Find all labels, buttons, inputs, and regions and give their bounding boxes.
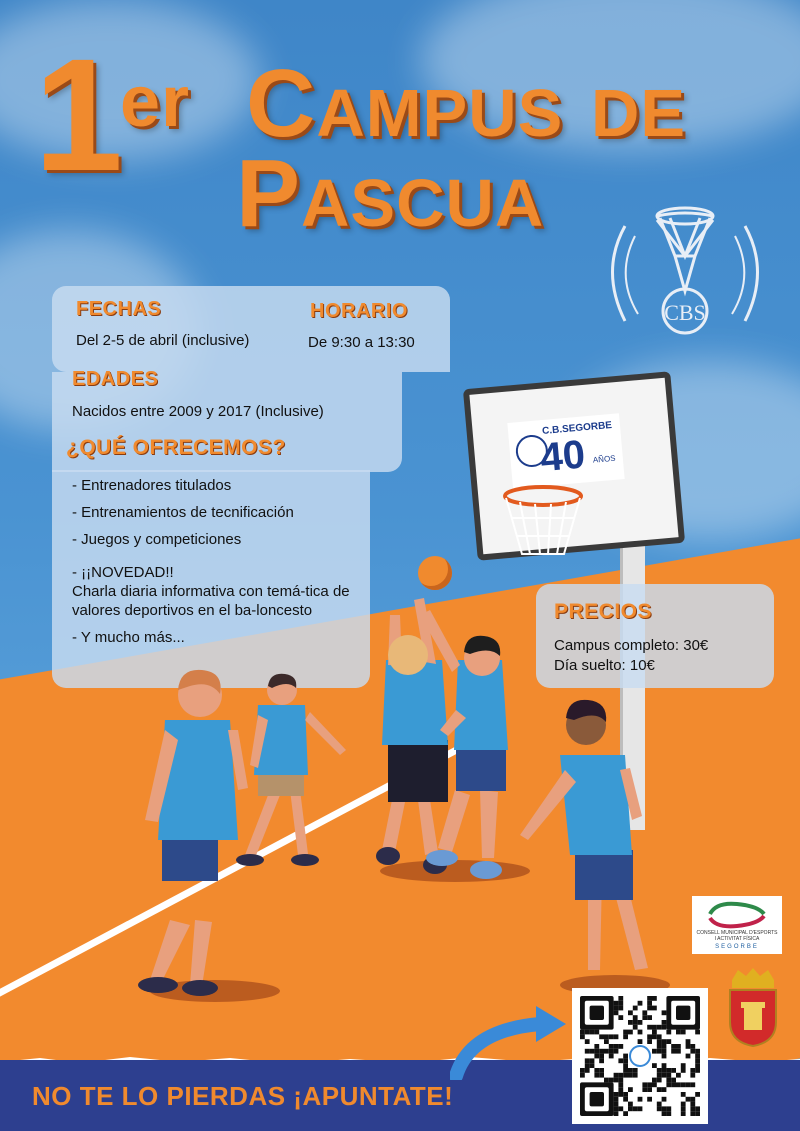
sponsor-name: SEGORBE: [715, 944, 759, 950]
horario-heading: HORARIO: [310, 300, 408, 322]
qr-module: [580, 1073, 585, 1078]
qr-module: [671, 1049, 676, 1054]
qr-module: [647, 1001, 652, 1006]
qr-module: [628, 1020, 633, 1025]
qr-module: [686, 1039, 691, 1044]
qr-module: [618, 996, 623, 1001]
qr-module: [652, 1006, 657, 1011]
qr-module: [585, 1049, 590, 1054]
qr-module: [662, 1073, 667, 1078]
qr-module: [585, 1063, 590, 1068]
qr-module: [657, 1102, 662, 1107]
qr-module: [642, 1010, 647, 1015]
qr-finder: [580, 1082, 614, 1116]
qr-module: [662, 1068, 667, 1073]
qr-module: [695, 1068, 700, 1073]
qr-module: [614, 1102, 619, 1107]
qr-module: [657, 1106, 662, 1111]
qr-module: [614, 1092, 619, 1097]
qr-module: [662, 1049, 667, 1054]
qr-module: [676, 1044, 681, 1049]
qr-module: [657, 1044, 662, 1049]
qr-module: [690, 1044, 695, 1049]
qr-module: [599, 1058, 604, 1063]
qr-module: [599, 1049, 604, 1054]
player-right: [520, 700, 648, 970]
qr-module: [662, 1087, 667, 1092]
club-logo: [600, 196, 770, 346]
qr-finder: [666, 996, 700, 1030]
qr-module: [662, 1106, 667, 1111]
qr-module: [657, 1087, 662, 1092]
qr-module: [662, 1044, 667, 1049]
qr-module: [690, 1049, 695, 1054]
qr-module: [614, 1010, 619, 1015]
qr-finder: [580, 996, 614, 1030]
qr-module: [628, 1102, 633, 1107]
qr-module: [628, 1106, 633, 1111]
call-to-action: NO TE LO PIERDAS ¡APUNTATE!: [32, 1081, 454, 1111]
qr-module: [686, 1044, 691, 1049]
qr-module: [647, 1025, 652, 1030]
qr-module: [628, 1073, 633, 1078]
qr-module: [657, 1068, 662, 1073]
qr-module: [695, 1106, 700, 1111]
qr-module: [666, 1030, 671, 1035]
qr-module: [580, 1068, 585, 1073]
qr-module: [623, 1092, 628, 1097]
qr-module: [633, 1068, 638, 1073]
qr-module: [671, 1044, 676, 1049]
qr-module: [657, 1049, 662, 1054]
qr-module: [623, 1030, 628, 1035]
qr-module: [666, 1068, 671, 1073]
novedad-title: - ¡¡NOVEDAD!!: [72, 564, 174, 581]
qr-module: [580, 1030, 585, 1035]
qr-module: [690, 1102, 695, 1107]
qr-module: [652, 1078, 657, 1083]
qr-module: [590, 1063, 595, 1068]
sponsor-icon: [706, 900, 768, 930]
qr-module: [681, 1111, 686, 1116]
qr-module: [599, 1073, 604, 1078]
list-item: - Juegos y competiciones: [72, 531, 242, 548]
qr-module: [614, 1049, 619, 1054]
qr-module: [638, 1030, 643, 1035]
fechas-text: Del 2-5 de abril (inclusive): [76, 332, 250, 349]
qr-module: [647, 1082, 652, 1087]
sponsor-logo: [692, 896, 782, 954]
edades-text: Nacidos entre 2009 y 2017 (Inclusive): [72, 403, 324, 420]
horario-text: De 9:30 a 13:30: [308, 334, 415, 351]
qr-module: [633, 1015, 638, 1020]
qr-module: [681, 1068, 686, 1073]
qr-module: [623, 1111, 628, 1116]
qr-module: [690, 1111, 695, 1116]
qr-module: [618, 1073, 623, 1078]
qr-module: [638, 1097, 643, 1102]
ofrecemos-list: [72, 476, 294, 557]
qr-module: [657, 1025, 662, 1030]
qr-module: [671, 1082, 676, 1087]
backboard-logo: [507, 413, 624, 489]
qr-module: [681, 1030, 686, 1035]
precios-heading: PRECIOS: [554, 600, 653, 623]
qr-module: [690, 1068, 695, 1073]
qr-module: [623, 1058, 628, 1063]
qr-module: [681, 1082, 686, 1087]
qr-module: [657, 1039, 662, 1044]
qr-module: [676, 1049, 681, 1054]
qr-module: [657, 1034, 662, 1039]
qr-module: [652, 1082, 657, 1087]
qr-module: [590, 1058, 595, 1063]
qr-module: [618, 1082, 623, 1087]
town-crest-icon: [724, 966, 782, 1048]
title-line-2: Pascua: [236, 140, 545, 247]
qr-module: [676, 1030, 681, 1035]
title-superscript: er: [120, 62, 191, 142]
player-small: [236, 674, 346, 866]
qr-module: [666, 1078, 671, 1083]
qr-module: [690, 1073, 695, 1078]
qr-module: [676, 1073, 681, 1078]
qr-module: [686, 1082, 691, 1087]
qr-module: [676, 1082, 681, 1087]
qr-module: [618, 1044, 623, 1049]
qr-module: [604, 1049, 609, 1054]
qr-module: [666, 1082, 671, 1087]
qr-module: [585, 1039, 590, 1044]
qr-module: [671, 1068, 676, 1073]
qr-module: [599, 1034, 604, 1039]
qr-module: [638, 1001, 643, 1006]
qr-module: [594, 1054, 599, 1059]
qr-module: [609, 1049, 614, 1054]
qr-code-pattern: [572, 988, 708, 1124]
qr-module: [638, 1106, 643, 1111]
ofrecemos-heading: ¿QUÉ OFRECEMOS?: [66, 436, 286, 459]
qr-module: [695, 1049, 700, 1054]
player-left: [138, 670, 248, 996]
qr-module: [681, 1092, 686, 1097]
players-illustration: [120, 590, 680, 1010]
backboard-club: C.B.SEGORBE: [541, 419, 613, 437]
qr-center-logo: [630, 1046, 650, 1066]
qr-module: [614, 1073, 619, 1078]
qr-module: [585, 1030, 590, 1035]
qr-module: [614, 1097, 619, 1102]
qr-module: [604, 1034, 609, 1039]
qr-module: [695, 1063, 700, 1068]
qr-module: [657, 1073, 662, 1078]
qr-module: [671, 1078, 676, 1083]
qr-module: [695, 1092, 700, 1097]
qr-module: [628, 1068, 633, 1073]
qr-module: [614, 1034, 619, 1039]
more-text: - Y mucho más...: [72, 629, 185, 646]
qr-module: [618, 1078, 623, 1083]
qr-module: [618, 1001, 623, 1006]
arrow-icon: [450, 1000, 570, 1080]
qr-module: [642, 1087, 647, 1092]
qr-module: [585, 1058, 590, 1063]
title-number: 1: [34, 25, 124, 204]
qr-module: [618, 1006, 623, 1011]
qr-module: [594, 1044, 599, 1049]
qr-module: [594, 1073, 599, 1078]
qr-module: [686, 1054, 691, 1059]
edades-heading: EDADES: [72, 368, 159, 390]
qr-module: [623, 1034, 628, 1039]
qr-module: [686, 1097, 691, 1102]
qr-module: [623, 1063, 628, 1068]
qr-module: [666, 1039, 671, 1044]
qr-module: [647, 1087, 652, 1092]
qr-module: [652, 1034, 657, 1039]
qr-module: [604, 1078, 609, 1083]
qr-module: [662, 1025, 667, 1030]
qr-module: [638, 1020, 643, 1025]
list-item: - Entrenamientos de tecnificación: [72, 504, 294, 521]
qr-module: [695, 1111, 700, 1116]
qr-module: [599, 1068, 604, 1073]
precios-line-1: Campus completo: 30€: [554, 637, 709, 654]
qr-module: [633, 1025, 638, 1030]
qr-module: [647, 1006, 652, 1011]
qr-module: [628, 1087, 633, 1092]
qr-module: [647, 1034, 652, 1039]
qr-module: [647, 996, 652, 1001]
qr-module: [695, 1058, 700, 1063]
fechas-heading: FECHAS: [76, 298, 162, 320]
qr-module: [604, 1039, 609, 1044]
sponsor-text: CONSELL MUNICIPAL D'ESPORTS I ACTIVITAT FÍSICA: [696, 930, 778, 942]
qr-module: [633, 1073, 638, 1078]
qr-module: [681, 1102, 686, 1107]
qr-module: [614, 1006, 619, 1011]
qr-module: [647, 1015, 652, 1020]
precios-line-2: Día suelto: 10€: [554, 657, 655, 674]
qr-module: [594, 1049, 599, 1054]
qr-module: [618, 1092, 623, 1097]
qr-module: [599, 1054, 604, 1059]
club-logo-letters: CBS: [664, 300, 706, 325]
qr-module: [614, 1078, 619, 1083]
qr-module: [628, 1030, 633, 1035]
qr-module: [690, 1097, 695, 1102]
qr-module: [594, 1030, 599, 1035]
qr-module: [662, 1039, 667, 1044]
qr-module: [585, 1068, 590, 1073]
qr-module: [614, 1001, 619, 1006]
qr-module: [666, 1073, 671, 1078]
backboard-years: AÑOS: [592, 453, 616, 465]
qr-module: [662, 1010, 667, 1015]
hoop-net: [500, 484, 586, 564]
qr-module: [594, 1068, 599, 1073]
qr-module: [633, 1106, 638, 1111]
qr-module: [623, 1073, 628, 1078]
qr-module: [695, 1030, 700, 1035]
qr-module: [657, 1078, 662, 1083]
qr-code[interactable]: [572, 988, 708, 1124]
qr-module: [662, 1020, 667, 1025]
novedad-text: Charla diaria informativa con temá-tica de valores deportivos en el ba-loncesto: [72, 583, 350, 619]
qr-module: [690, 1082, 695, 1087]
qr-module: [614, 1111, 619, 1116]
qr-module: [618, 1015, 623, 1020]
qr-module: [695, 1054, 700, 1059]
qr-module: [590, 1030, 595, 1035]
qr-module: [628, 1010, 633, 1015]
qr-module: [590, 1049, 595, 1054]
qr-module: [623, 1054, 628, 1059]
qr-module: [652, 1030, 657, 1035]
list-item: - Entrenadores titulados: [72, 477, 232, 494]
qr-module: [666, 1111, 671, 1116]
qr-module: [666, 1106, 671, 1111]
qr-module: [647, 1097, 652, 1102]
qr-module: [618, 1106, 623, 1111]
qr-module: [652, 1049, 657, 1054]
qr-module: [662, 1111, 667, 1116]
qr-module: [609, 1078, 614, 1083]
qr-module: [642, 1082, 647, 1087]
qr-module: [633, 1020, 638, 1025]
qr-module: [618, 1087, 623, 1092]
qr-module: [681, 1106, 686, 1111]
qr-module: [638, 1039, 643, 1044]
qr-module: [647, 1039, 652, 1044]
qr-module: [662, 1097, 667, 1102]
qr-module: [609, 1034, 614, 1039]
qr-module: [690, 1106, 695, 1111]
qr-module: [623, 1068, 628, 1073]
qr-module: [681, 1063, 686, 1068]
qr-module: [580, 1034, 585, 1039]
qr-module: [633, 1006, 638, 1011]
backboard-number: 40: [538, 432, 587, 481]
qr-module: [609, 1054, 614, 1059]
title-line-1: Campus de: [246, 50, 687, 157]
qr-module: [662, 1054, 667, 1059]
qr-module: [652, 1063, 657, 1068]
qr-module: [618, 1058, 623, 1063]
qr-module: [614, 1106, 619, 1111]
qr-module: [652, 996, 657, 1001]
qr-module: [652, 1025, 657, 1030]
qr-module: [609, 1044, 614, 1049]
basketball: [418, 556, 452, 590]
qr-module: [614, 1044, 619, 1049]
qr-module: [642, 1015, 647, 1020]
qr-module: [662, 1063, 667, 1068]
qr-module: [623, 1097, 628, 1102]
